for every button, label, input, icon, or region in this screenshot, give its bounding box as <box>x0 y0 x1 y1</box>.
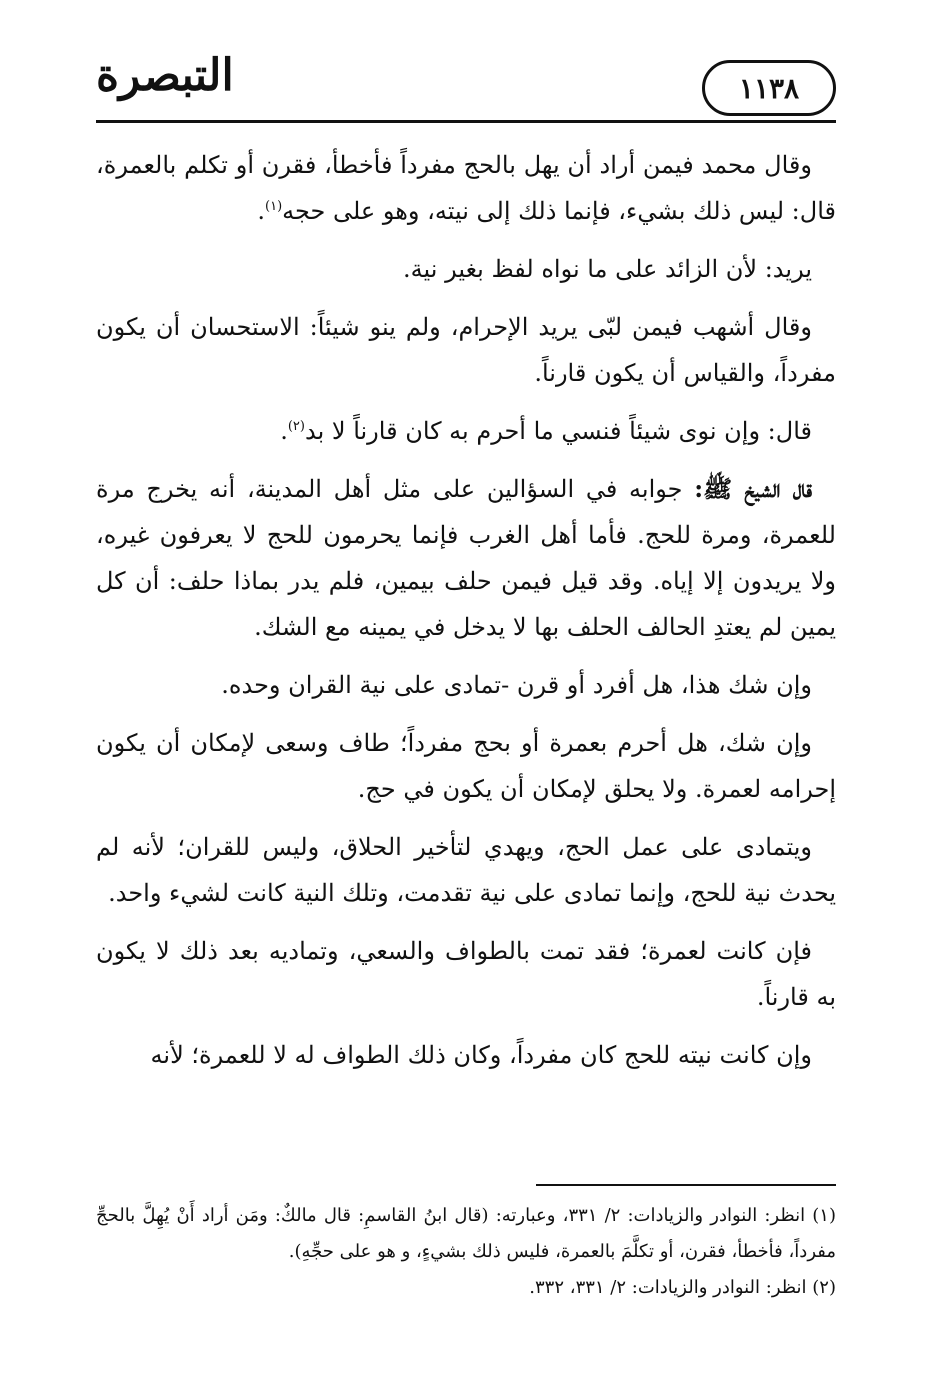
footnote-divider <box>536 1184 836 1186</box>
paragraph: فإن كانت لعمرة؛ فقد تمت بالطواف والسعي، وتماديه بعد ذلك لا يكون به قارناً. <box>96 937 836 1011</box>
book-title: التبصرة <box>96 50 234 101</box>
document-page <box>96 50 836 1350</box>
paragraph: وإن شك، هل أحرم بعمرة أو بحج مفرداً؛ طاف وسعى لإمكان أن يكون إحرامه لعمرة. ولا يحلق لإمكان أن يكون في حج. <box>96 729 836 803</box>
paragraph: ويتمادى على عمل الحج، ويهدي لتأخير الحلاق، وليس للقران؛ لأنه لم يحدث نية للحج، وإنما تمادى على نية تقدمت، وتلك النية كانت لشيء واحد. <box>96 833 836 907</box>
page-number-frame <box>702 60 836 116</box>
footnote-ref: (١) <box>265 199 283 214</box>
page-number: ١١٣٨ <box>738 71 800 105</box>
paragraph: يريد: لأن الزائد على ما نواه لفظ بغير نية. <box>403 255 812 283</box>
footnotes <box>96 1198 836 1306</box>
sheikh-heading: قال الشيخ ﷺ: <box>694 474 813 503</box>
paragraph: وإن كانت نيته للحج كان مفرداً، وكان ذلك الطواف له لا للعمرة؛ لأنه <box>150 1041 812 1069</box>
paragraph: قال: وإن نوى شيئاً فنسي ما أحرم به كان قارناً لا بد$^{(٢)}$. <box>280 417 812 445</box>
paragraph: قال الشيخ ﷺ: جوابه في السؤالين على مثل أهل المدينة، أنه يخرج مرة للعمرة، ومرة للحج. فأما أهل الغرب فإنما يحرمون للحج لا يعرفون غيره، ولا يريدون إلا إياه. وقد قيل فيمن حلف بيمين، فلم يدر بماذا حلف: أن كل يمين لم يعتدِ الحالف الحلف بها لا يدخل في يمينه مع الشك. <box>96 474 836 641</box>
footnote: (٢) انظر: النوادر والزيادات: ٢/ ٣٣١، ٣٣٢. <box>529 1277 836 1298</box>
paragraph: وقال محمد فيمن أراد أن يهل بالحج مفرداً فأخطأ، فقرن أو تكلم بالعمرة، قال: ليس ذلك بشيء، فإنما ذلك إلى نيته، وهو على حجه$^{(١)}$. <box>96 151 836 225</box>
paragraph: وقال أشهب فيمن لبّى يريد الإحرام، ولم ينو شيئاً: الاستحسان أن يكون مفرداً، والقياس أن يكون قارناً. <box>96 313 836 387</box>
footnote-ref: (٢) <box>287 419 305 434</box>
header-divider <box>96 120 836 123</box>
main-text <box>96 142 836 1090</box>
paragraph: وإن شك هذا، هل أفرد أو قرن -تمادى على نية القران وحده. <box>221 671 812 699</box>
footnote: (١) انظر: النوادر والزيادات: ٢/ ٣٣١، وعبارته: (قال ابنُ القاسمِ: قال مالكٌ: ومَن أراد أَنْ يُهِلَّ بالحجِّ مفرداً، فأخطأ، فقرن، أو تكلَّمَ بالعمرة، فليس ذلك بشيءٍ، و هو على حجِّهِ). <box>96 1205 836 1262</box>
page-header <box>96 50 836 126</box>
